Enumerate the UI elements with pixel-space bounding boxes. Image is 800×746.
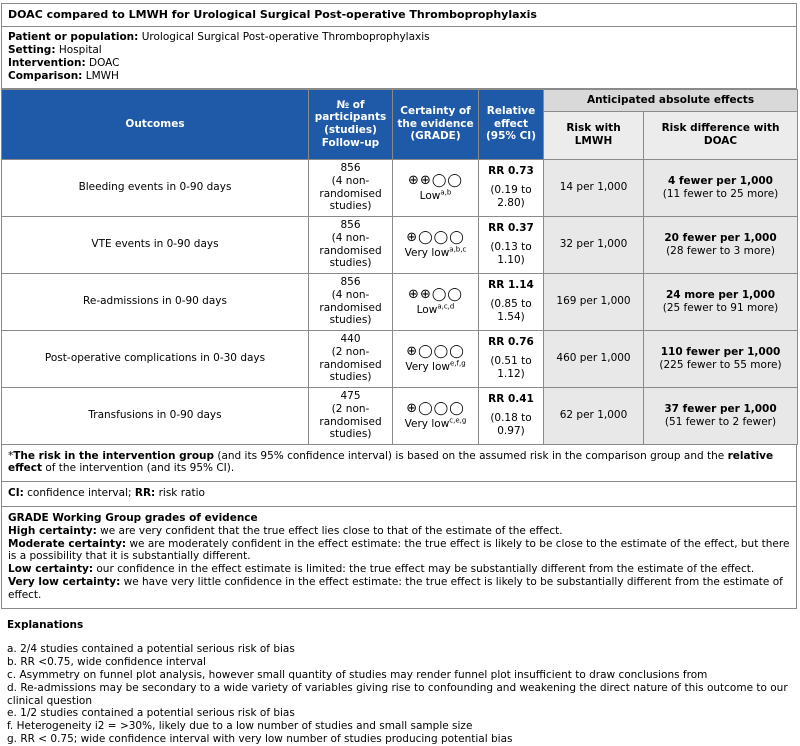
certainty-symbols-icon: ⊕⊕◯◯ bbox=[408, 172, 463, 188]
risk-difference-ci: (25 fewer to 91 more) bbox=[662, 301, 779, 314]
grade-very-low bbox=[8, 576, 790, 602]
outcome-cell: Post-operative complications in 0-30 days bbox=[2, 330, 309, 387]
rr-value: RR 0.37 bbox=[488, 222, 534, 235]
intervention-label: Intervention: bbox=[8, 57, 86, 69]
certainty-notes: c,e,g bbox=[449, 416, 467, 425]
meta-block bbox=[1, 27, 797, 88]
ci-abbr-text: confidence interval; bbox=[23, 487, 135, 500]
header-participants: № of participants (studies) Follow-up bbox=[309, 89, 393, 159]
explanation-item: b. RR <0.75, wide confidence interval bbox=[7, 656, 206, 669]
certainty-cell bbox=[393, 273, 479, 330]
grade-moderate-label: Moderate certainty: bbox=[8, 537, 127, 550]
risk-lmwh-cell: 62 per 1,000 bbox=[544, 387, 644, 444]
ci-value: (0.51 to 1.12) bbox=[490, 355, 532, 380]
footnote-bold-1: The risk in the intervention group bbox=[13, 449, 215, 462]
header-outcomes: Outcomes bbox=[2, 89, 309, 159]
footnote-bold-2: relative effect bbox=[8, 449, 774, 475]
grade-low-text: our confidence in the effect estimate is limited: the true effect may be substantially different from the estimate of the effect. bbox=[93, 563, 755, 576]
header-risk-lmwh: Risk with LMWH bbox=[544, 111, 644, 159]
certainty-label: Low bbox=[416, 303, 438, 316]
explanation-item: a. 2/4 studies contained a potential serious risk of bias bbox=[7, 643, 295, 656]
grade-moderate bbox=[8, 538, 790, 564]
grade-low-label: Low certainty: bbox=[8, 563, 94, 576]
rr-abbr-label: RR: bbox=[134, 487, 156, 500]
participants-cell bbox=[309, 159, 393, 216]
document-title: DOAC compared to LMWH for Urological Surgical Post-operative Thromboprophylaxis bbox=[1, 3, 797, 27]
footnote-text-1: (and its 95% confidence interval) is based on the assumed risk in the comparison group and the bbox=[214, 449, 728, 462]
relative-effect-cell bbox=[479, 387, 544, 444]
risk-difference-main: 110 fewer per 1,000 bbox=[660, 345, 781, 358]
certainty-cell bbox=[393, 330, 479, 387]
studies-text: (4 non-randomised studies) bbox=[319, 288, 382, 327]
risk-difference-ci: (28 fewer to 3 more) bbox=[666, 244, 775, 257]
grade-low bbox=[8, 563, 790, 576]
abbreviations bbox=[1, 482, 797, 507]
certainty-label: Very low bbox=[404, 417, 450, 430]
participants-cell bbox=[309, 273, 393, 330]
participants-cell bbox=[309, 330, 393, 387]
grade-high bbox=[8, 525, 790, 538]
rr-value: RR 1.14 bbox=[488, 279, 534, 292]
certainty-symbols-icon: ⊕◯◯◯ bbox=[406, 229, 465, 245]
table-body bbox=[2, 159, 798, 444]
comparison-label: Comparison: bbox=[8, 69, 83, 82]
rr-value: RR 0.41 bbox=[488, 393, 534, 406]
table-row bbox=[2, 273, 798, 330]
ci-abbr-label: CI: bbox=[8, 487, 24, 500]
certainty-cell bbox=[393, 216, 479, 273]
intervention-line bbox=[8, 57, 790, 70]
outcome-cell: VTE events in 0-90 days bbox=[2, 216, 309, 273]
explanation-item: f. Heterogeneity i2 = >30%, likely due to a low number of studies and small sample size bbox=[7, 720, 473, 733]
ci-value: (0.18 to 0.97) bbox=[490, 412, 532, 437]
setting-label: Setting: bbox=[8, 44, 56, 57]
setting-line bbox=[8, 44, 790, 57]
table-row bbox=[2, 216, 798, 273]
risk-difference-cell bbox=[644, 273, 798, 330]
ci-value: (0.85 to 1.54) bbox=[490, 298, 532, 323]
risk-difference-cell bbox=[644, 330, 798, 387]
participants-count: 475 bbox=[340, 390, 361, 402]
participants-cell bbox=[309, 216, 393, 273]
rr-abbr-text: risk ratio bbox=[155, 487, 205, 500]
certainty-label: Very low bbox=[405, 360, 450, 373]
certainty-symbols-icon: ⊕◯◯◯ bbox=[406, 400, 465, 416]
explanation-item: c. Asymmetry on funnel plot analysis, however small quantity of studies may render funnel plot insufficient to draw conclusions from bbox=[7, 668, 708, 681]
grade-moderate-text: we are moderately confident in the effect estimate: the true effect is likely to be close to the estimate of the effect, but there is a possibility that it is substantially different. bbox=[8, 537, 790, 563]
outcome-cell: Re-admissions in 0-90 days bbox=[2, 273, 309, 330]
table-row bbox=[2, 159, 798, 216]
outcome-cell: Bleeding events in 0-90 days bbox=[2, 159, 309, 216]
population-label: Patient or population: bbox=[8, 31, 139, 44]
risk-difference-cell bbox=[644, 387, 798, 444]
risk-difference-main: 37 fewer per 1,000 bbox=[664, 402, 777, 415]
grade-high-label: High certainty: bbox=[8, 524, 97, 537]
header-anticipated: Anticipated absolute effects bbox=[544, 89, 798, 111]
certainty-symbols-icon: ⊕⊕◯◯ bbox=[408, 286, 463, 302]
grade-definitions bbox=[1, 507, 797, 609]
certainty-notes: a,b,c bbox=[449, 245, 467, 254]
explanations bbox=[1, 609, 797, 746]
studies-text: (4 non-randomised studies) bbox=[319, 231, 382, 270]
studies-text: (2 non-randomised studies) bbox=[319, 345, 382, 384]
header-relative-effect: Relative effect (95% CI) bbox=[479, 89, 544, 159]
risk-lmwh-cell: 32 per 1,000 bbox=[544, 216, 644, 273]
risk-difference-cell bbox=[644, 159, 798, 216]
footnote-prefix: * bbox=[8, 449, 14, 462]
relative-effect-cell bbox=[479, 159, 544, 216]
risk-lmwh-cell: 460 per 1,000 bbox=[544, 330, 644, 387]
certainty-notes: e,f,g bbox=[449, 359, 466, 368]
explanation-item: e. 1/2 studies contained a potential serious risk of bias bbox=[7, 707, 295, 720]
certainty-notes: a,b bbox=[440, 188, 452, 197]
studies-text: (4 non-randomised studies) bbox=[319, 174, 382, 213]
risk-difference-ci: (11 fewer to 25 more) bbox=[662, 187, 779, 200]
outcome-cell: Transfusions in 0-90 days bbox=[2, 387, 309, 444]
participants-cell bbox=[309, 387, 393, 444]
relative-effect-cell bbox=[479, 273, 544, 330]
risk-lmwh-cell: 14 per 1,000 bbox=[544, 159, 644, 216]
risk-lmwh-cell: 169 per 1,000 bbox=[544, 273, 644, 330]
explanation-item: g. RR < 0.75; wide confidence interval with very low number of studies producing potential bias bbox=[7, 732, 513, 745]
participants-count: 856 bbox=[340, 276, 361, 288]
intervention-risk-footnote bbox=[1, 445, 797, 483]
risk-difference-ci: (51 fewer to 2 fewer) bbox=[664, 415, 777, 428]
certainty-symbols-icon: ⊕◯◯◯ bbox=[406, 343, 465, 359]
participants-count: 856 bbox=[340, 162, 361, 174]
grade-very-low-text: we have very little confidence in the effect estimate: the true effect is likely to be substantially different from the estimate of effect. bbox=[8, 575, 783, 601]
certainty-cell bbox=[393, 159, 479, 216]
participants-count: 440 bbox=[340, 333, 361, 345]
summary-of-findings-table bbox=[1, 89, 798, 445]
relative-effect-cell bbox=[479, 216, 544, 273]
certainty-label: Very low bbox=[404, 246, 450, 259]
footnote-text-2: of the intervention (and its 95% CI). bbox=[42, 462, 235, 475]
population-line bbox=[8, 31, 790, 44]
explanation-item: d. Re-admissions may be secondary to a wide variety of variables giving rise to confounding and weakening the direct nature of this outcome to our clinical question bbox=[7, 681, 788, 707]
participants-count: 856 bbox=[340, 219, 361, 231]
grade-high-text: we are very confident that the true effect lies close to that of the estimate of the effect. bbox=[96, 524, 563, 537]
population-value: Urological Surgical Post-operative Thromboprophylaxis bbox=[141, 31, 430, 44]
intervention-value: DOAC bbox=[89, 57, 120, 69]
table-row bbox=[2, 387, 798, 444]
risk-difference-main: 4 fewer per 1,000 bbox=[668, 174, 773, 187]
studies-text: (2 non-randomised studies) bbox=[319, 402, 382, 441]
certainty-notes: a,c,d bbox=[437, 302, 455, 311]
setting-value: Hospital bbox=[58, 44, 102, 57]
relative-effect-cell bbox=[479, 330, 544, 387]
grade-title: GRADE Working Group grades of evidence bbox=[8, 511, 258, 524]
rr-value: RR 0.73 bbox=[488, 165, 534, 178]
explanations-title: Explanations bbox=[7, 618, 84, 631]
certainty-label: Low bbox=[419, 189, 441, 202]
comparison-line bbox=[8, 70, 790, 83]
ci-value: (0.19 to 2.80) bbox=[490, 184, 532, 209]
header-certainty: Certainty of the evidence (GRADE) bbox=[393, 89, 479, 159]
comparison-value: LMWH bbox=[85, 69, 119, 82]
risk-difference-ci: (225 fewer to 55 more) bbox=[659, 358, 782, 371]
ci-value: (0.13 to 1.10) bbox=[490, 241, 532, 266]
header-risk-difference: Risk difference with DOAC bbox=[644, 111, 798, 159]
certainty-cell bbox=[393, 387, 479, 444]
risk-difference-main: 24 more per 1,000 bbox=[665, 288, 776, 301]
grade-very-low-label: Very low certainty: bbox=[8, 575, 121, 588]
table-row bbox=[2, 330, 798, 387]
sof-document bbox=[1, 3, 797, 746]
risk-difference-cell bbox=[644, 216, 798, 273]
risk-difference-main: 20 fewer per 1,000 bbox=[664, 231, 777, 244]
rr-value: RR 0.76 bbox=[488, 336, 534, 349]
